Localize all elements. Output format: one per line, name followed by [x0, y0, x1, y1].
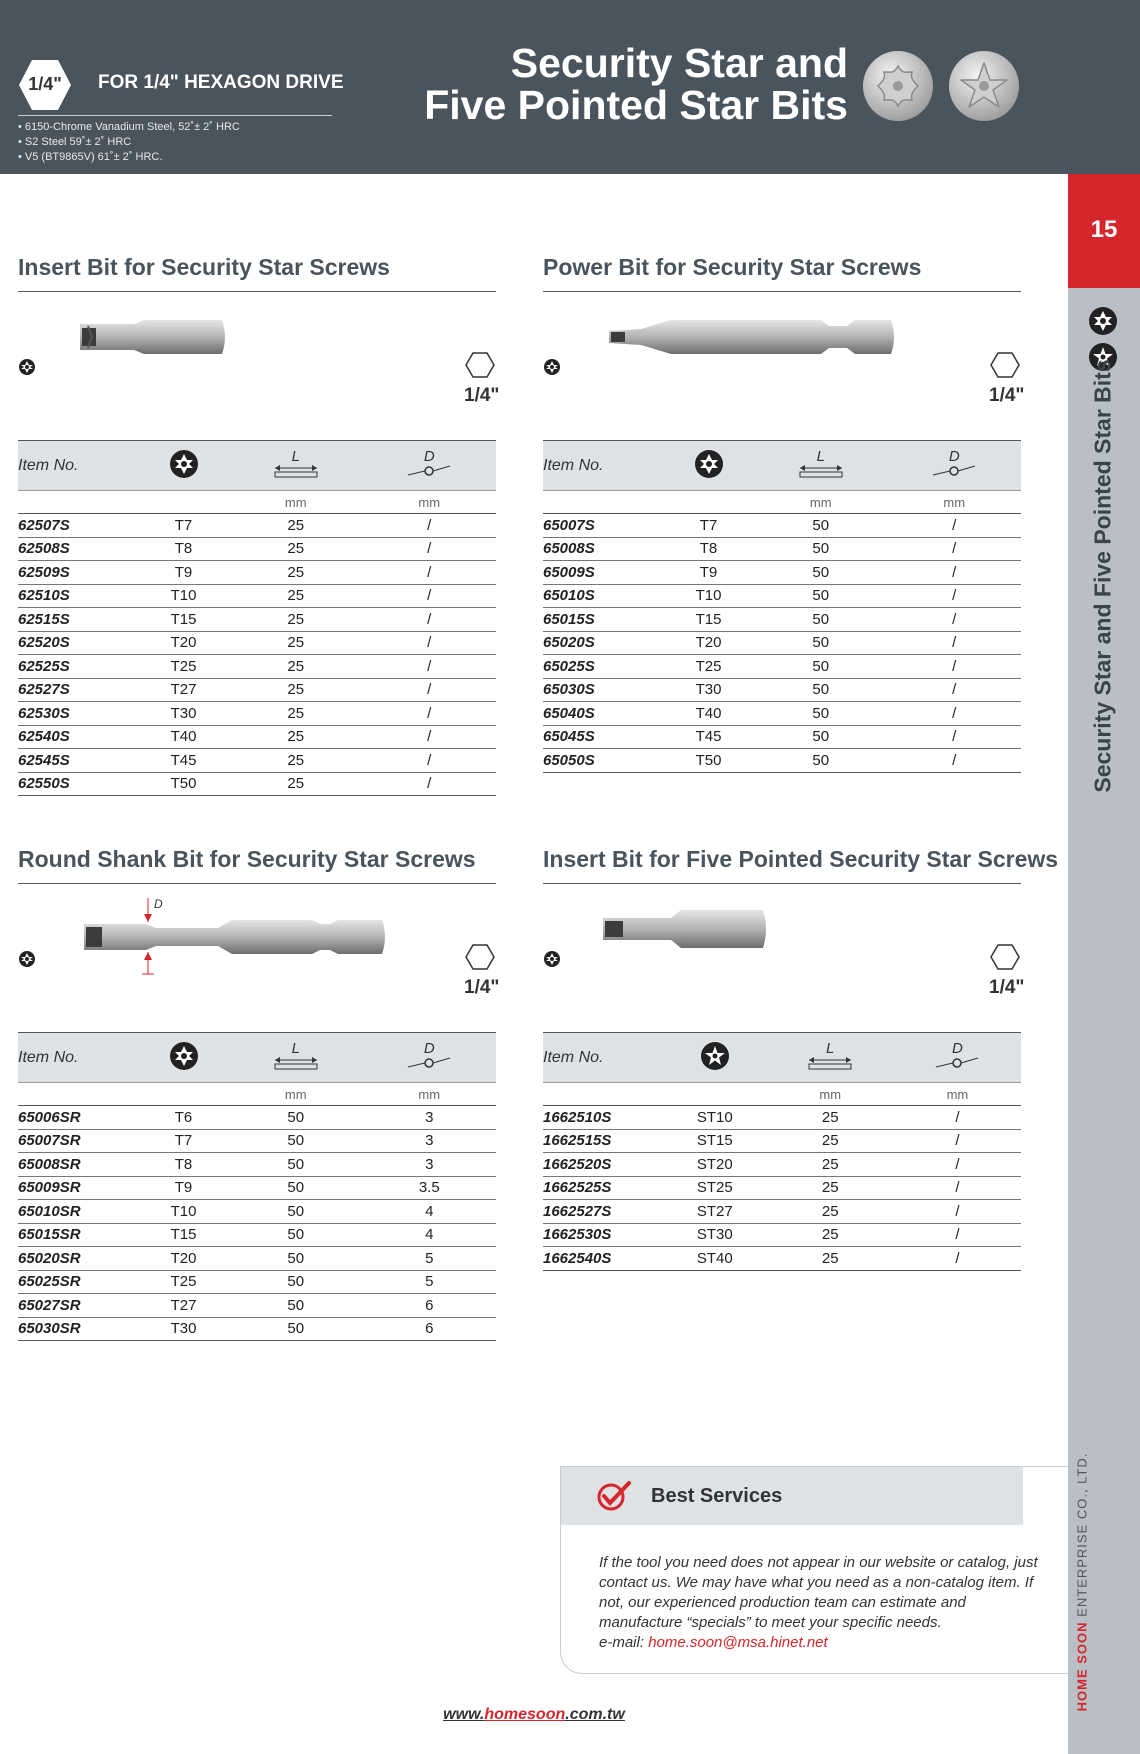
length-value: 50	[754, 702, 887, 726]
five-point-star-screw-icon	[948, 50, 1020, 122]
table-row	[18, 1106, 496, 1130]
length-value: 50	[754, 631, 887, 655]
unit-label: mm	[229, 491, 362, 514]
diameter-value: /	[888, 561, 1022, 585]
section-title: Round Shank Bit for Security Star Screws	[18, 846, 496, 884]
table-row	[543, 1247, 1021, 1271]
column-item-no: Item No.	[543, 456, 604, 474]
diameter-value: /	[363, 772, 497, 796]
item-number: 65007S	[543, 514, 663, 538]
diameter-value: /	[894, 1223, 1021, 1247]
security-star-screw-icon	[862, 50, 934, 122]
hex-size-indicator	[989, 352, 1025, 407]
item-number: 62540S	[18, 725, 138, 749]
table-row	[18, 1200, 496, 1224]
diameter-value: 5	[363, 1247, 497, 1271]
table-row	[543, 678, 1021, 702]
diameter-value: /	[363, 537, 497, 561]
tip-size: T30	[663, 678, 754, 702]
tip-size: T27	[138, 678, 229, 702]
column-item-no: Item No.	[18, 456, 79, 474]
tip-size: T7	[663, 514, 754, 538]
diameter-value: /	[363, 631, 497, 655]
table-row	[543, 1223, 1021, 1247]
section-insert-bit	[18, 254, 500, 796]
table-row	[543, 584, 1021, 608]
item-number: 62508S	[18, 537, 138, 561]
diameter-value: /	[363, 655, 497, 679]
diameter-value: 5	[363, 1270, 497, 1294]
tip-size: ST40	[663, 1247, 767, 1271]
diameter-dimension-icon	[407, 1056, 451, 1070]
unit-label: mm	[229, 1083, 362, 1106]
table-row	[18, 631, 496, 655]
item-number: 65008SR	[18, 1153, 138, 1177]
column-diameter: D	[363, 441, 497, 491]
table-row	[18, 772, 496, 796]
item-number: 1662525S	[543, 1176, 663, 1200]
diameter-value: /	[894, 1200, 1021, 1224]
tip-size: T25	[138, 655, 229, 679]
column-length: L	[754, 441, 887, 491]
item-number: 62509S	[18, 561, 138, 585]
table-row	[18, 1223, 496, 1247]
best-services-text: If the tool you need does not appear in our website or catalog, just contact us. We may have what you need as a non-catalog item. If not, our experienced production team can estimate and manufacture “specials” to meet your specific needs. e-mail: home.soon@msa.hinet.net	[599, 1554, 1038, 1651]
tip-size: T50	[138, 772, 229, 796]
item-number: 65040S	[543, 702, 663, 726]
tip-type-icon	[663, 1033, 767, 1083]
length-value: 25	[767, 1247, 894, 1271]
diameter-value: 6	[363, 1317, 497, 1341]
tip-size: T40	[138, 725, 229, 749]
length-value: 50	[229, 1247, 362, 1271]
item-number: 65009S	[543, 561, 663, 585]
length-value: 25	[229, 631, 362, 655]
item-number: 1662520S	[543, 1153, 663, 1177]
item-number: 65007SR	[18, 1129, 138, 1153]
item-number: 65030SR	[18, 1317, 138, 1341]
length-value: 25	[229, 584, 362, 608]
item-number: 65009SR	[18, 1176, 138, 1200]
table-row	[543, 1200, 1021, 1224]
material-spec-list	[18, 120, 240, 165]
length-dimension-icon	[274, 464, 318, 478]
diameter-value: /	[888, 584, 1022, 608]
item-number: 65020SR	[18, 1247, 138, 1271]
diameter-dimension-icon	[407, 464, 451, 478]
diameter-value: /	[888, 678, 1022, 702]
length-value: 50	[229, 1153, 362, 1177]
table-body	[18, 514, 496, 796]
drive-title: FOR 1/4" HEXAGON DRIVE	[98, 72, 344, 93]
table-row	[18, 655, 496, 679]
hexagon-outline-icon	[990, 352, 1020, 378]
length-value: 50	[229, 1129, 362, 1153]
item-number: 65020S	[543, 631, 663, 655]
product-illustration	[543, 884, 1025, 1032]
hex-size-label: 1/4"	[464, 977, 500, 998]
diameter-value: 3	[363, 1153, 497, 1177]
table-row	[543, 702, 1021, 726]
company-name: HOME SOON ENTERPRISE CO., LTD.	[1074, 1452, 1090, 1712]
power-bit-image	[607, 312, 897, 362]
table-row	[543, 514, 1021, 538]
table-row	[18, 1153, 496, 1177]
length-dimension-icon	[799, 464, 843, 478]
length-value: 50	[754, 514, 887, 538]
table-body	[543, 1106, 1021, 1271]
diameter-value: /	[363, 608, 497, 632]
tip-size: T25	[663, 655, 754, 679]
column-diameter: D	[363, 1033, 497, 1083]
tip-size: T45	[138, 749, 229, 773]
tip-size: T8	[138, 537, 229, 561]
length-value: 25	[767, 1153, 894, 1177]
best-services-box	[560, 1466, 1068, 1674]
diameter-value: /	[363, 702, 497, 726]
length-value: 25	[229, 608, 362, 632]
five-point-insert-bit-image	[601, 904, 771, 954]
table-row	[18, 1176, 496, 1200]
diameter-value: 6	[363, 1294, 497, 1318]
tip-size: T8	[663, 537, 754, 561]
side-title: Security Star and Five Pointed Star Bits	[1089, 359, 1116, 793]
spec-table	[543, 440, 1021, 773]
table-row	[18, 1294, 496, 1318]
item-number: 65025SR	[18, 1270, 138, 1294]
item-number: 62545S	[18, 749, 138, 773]
spec-table	[18, 440, 496, 796]
hex-size-label: 1/4"	[989, 977, 1025, 998]
table-row	[543, 537, 1021, 561]
product-illustration	[543, 292, 1025, 440]
table-row	[543, 1176, 1021, 1200]
product-illustration	[18, 292, 500, 440]
length-value: 25	[767, 1106, 894, 1130]
diameter-value: /	[888, 749, 1022, 773]
item-number: 62530S	[18, 702, 138, 726]
tip-type-icon	[138, 441, 229, 491]
tip-size: T15	[138, 1223, 229, 1247]
spec-item: • S2 Steel 59˚± 2˚ HRC	[18, 136, 132, 148]
length-value: 25	[229, 561, 362, 585]
section-title: Power Bit for Security Star Screws	[543, 254, 1021, 292]
length-value: 25	[767, 1176, 894, 1200]
tip-size: ST25	[663, 1176, 767, 1200]
column-diameter: D	[894, 1033, 1021, 1083]
column-item-no: Item No.	[543, 1048, 604, 1066]
hex-drive-badge	[18, 58, 72, 112]
tip-size: T8	[138, 1153, 229, 1177]
length-value: 50	[754, 584, 887, 608]
unit-label: mm	[754, 491, 887, 514]
tip-size: ST27	[663, 1200, 767, 1224]
diameter-value: 3	[363, 1106, 497, 1130]
tip-size: T45	[663, 725, 754, 749]
security-star-small-icon	[18, 358, 36, 376]
tip-size: T6	[138, 1106, 229, 1130]
diameter-value: /	[894, 1153, 1021, 1177]
diameter-value: /	[363, 514, 497, 538]
tip-size: T20	[138, 631, 229, 655]
table-row	[18, 1247, 496, 1271]
length-value: 25	[767, 1223, 894, 1247]
length-dimension-icon	[274, 1056, 318, 1070]
diameter-value: /	[888, 514, 1022, 538]
length-value: 50	[229, 1176, 362, 1200]
tip-size: T9	[138, 561, 229, 585]
length-value: 25	[229, 678, 362, 702]
table-row	[543, 1106, 1021, 1130]
table-body	[543, 514, 1021, 773]
item-number: 65025S	[543, 655, 663, 679]
tip-size: T7	[138, 1129, 229, 1153]
table-row	[18, 561, 496, 585]
hexagon-outline-icon	[990, 944, 1020, 970]
column-diameter: D	[888, 441, 1022, 491]
tip-size: T30	[138, 1317, 229, 1341]
diameter-value: 3	[363, 1129, 497, 1153]
length-value: 50	[754, 678, 887, 702]
item-number: 1662540S	[543, 1247, 663, 1271]
item-number: 65015SR	[18, 1223, 138, 1247]
item-number: 65006SR	[18, 1106, 138, 1130]
hexagon-outline-icon	[465, 352, 495, 378]
diameter-value: /	[888, 655, 1022, 679]
spec-item: • 6150-Chrome Vanadium Steel, 52˚± 2˚ HRC	[18, 121, 240, 133]
item-number: 65027SR	[18, 1294, 138, 1318]
table-row	[18, 537, 496, 561]
tip-size: T25	[138, 1270, 229, 1294]
item-number: 1662527S	[543, 1200, 663, 1224]
item-number: 62520S	[18, 631, 138, 655]
table-row	[543, 631, 1021, 655]
length-value: 50	[229, 1294, 362, 1318]
diameter-value: 4	[363, 1223, 497, 1247]
hex-size-label: 1/4"	[464, 385, 500, 406]
spec-table	[543, 1032, 1021, 1271]
diameter-value: /	[894, 1176, 1021, 1200]
table-row	[18, 584, 496, 608]
tip-size: T15	[138, 608, 229, 632]
column-length: L	[229, 441, 362, 491]
diameter-value: 4	[363, 1200, 497, 1224]
table-row	[543, 608, 1021, 632]
length-value: 25	[229, 749, 362, 773]
header-divider	[18, 115, 332, 116]
length-value: 25	[229, 702, 362, 726]
column-length: L	[767, 1033, 894, 1083]
page-header	[0, 0, 1140, 174]
diameter-value: /	[888, 631, 1022, 655]
item-number: 65010S	[543, 584, 663, 608]
tip-size: T20	[138, 1247, 229, 1271]
length-value: 50	[754, 725, 887, 749]
checkmark-icon	[597, 1481, 631, 1511]
length-value: 50	[754, 561, 887, 585]
table-row	[18, 608, 496, 632]
tip-size: T10	[138, 584, 229, 608]
table-body	[18, 1106, 496, 1341]
item-number: 62510S	[18, 584, 138, 608]
length-value: 25	[229, 772, 362, 796]
hex-size-indicator	[989, 944, 1025, 999]
table-row	[543, 561, 1021, 585]
item-number: 65008S	[543, 537, 663, 561]
item-number: 65045S	[543, 725, 663, 749]
hex-size-indicator	[464, 944, 500, 999]
length-value: 25	[229, 537, 362, 561]
length-value: 50	[229, 1270, 362, 1294]
length-dimension-icon	[808, 1056, 852, 1070]
item-number: 65010SR	[18, 1200, 138, 1224]
unit-label: mm	[767, 1083, 894, 1106]
diameter-value: /	[363, 561, 497, 585]
column-length: L	[229, 1033, 362, 1083]
item-number: 65015S	[543, 608, 663, 632]
length-value: 25	[229, 655, 362, 679]
security-star-small-icon	[543, 950, 561, 968]
table-row	[18, 702, 496, 726]
website-link[interactable]: www.homesoon.com.tw	[443, 1706, 625, 1723]
diameter-value: /	[363, 725, 497, 749]
tip-size: T20	[663, 631, 754, 655]
table-row	[18, 1270, 496, 1294]
diameter-value: /	[894, 1247, 1021, 1271]
tip-size: ST30	[663, 1223, 767, 1247]
length-value: 25	[229, 514, 362, 538]
length-value: 50	[754, 537, 887, 561]
item-number: 1662515S	[543, 1129, 663, 1153]
item-number: 65050S	[543, 749, 663, 773]
diameter-dimension-icon	[932, 464, 976, 478]
table-row	[18, 1129, 496, 1153]
hex-size-label: 1/4"	[28, 74, 62, 94]
email-link[interactable]: home.soon@msa.hinet.net	[648, 1634, 828, 1651]
page-title: Security Star and Five Pointed Star Bits	[424, 40, 848, 128]
length-value: 25	[229, 725, 362, 749]
diameter-value: /	[363, 749, 497, 773]
unit-label: mm	[363, 1083, 497, 1106]
tip-size: T10	[663, 584, 754, 608]
item-number: 62507S	[18, 514, 138, 538]
item-number: 1662530S	[543, 1223, 663, 1247]
security-star-small-icon	[543, 358, 561, 376]
unit-label: mm	[888, 491, 1022, 514]
length-value: 50	[229, 1200, 362, 1224]
hex-size-label: 1/4"	[989, 385, 1025, 406]
tip-size: T10	[138, 1200, 229, 1224]
tip-size: ST15	[663, 1129, 767, 1153]
item-number: 62525S	[18, 655, 138, 679]
section-title: Insert Bit for Five Pointed Security Star Screws	[543, 846, 1021, 884]
table-row	[543, 749, 1021, 773]
item-number: 62515S	[18, 608, 138, 632]
unit-label: mm	[363, 491, 497, 514]
item-number: 62550S	[18, 772, 138, 796]
table-row	[543, 1153, 1021, 1177]
section-five-pointed-insert-bit	[543, 846, 1059, 1271]
diameter-value: /	[888, 608, 1022, 632]
diameter-value: 3.5	[363, 1176, 497, 1200]
section-round-shank-bit	[18, 846, 500, 1341]
length-value: 25	[767, 1129, 894, 1153]
diameter-dimension-icon	[935, 1056, 979, 1070]
round-shank-bit-image	[82, 894, 392, 976]
diameter-value: /	[888, 725, 1022, 749]
section-power-bit	[543, 254, 1025, 773]
length-value: 50	[754, 608, 887, 632]
security-star-icon	[1089, 307, 1117, 335]
unit-label: mm	[894, 1083, 1021, 1106]
diameter-value: /	[894, 1106, 1021, 1130]
table-row	[18, 1317, 496, 1341]
diameter-value: /	[894, 1129, 1021, 1153]
tip-size: T15	[663, 608, 754, 632]
spec-table	[18, 1032, 496, 1341]
hexagon-outline-icon	[465, 944, 495, 970]
tip-size: T27	[138, 1294, 229, 1318]
dimension-label: D	[154, 897, 163, 911]
insert-bit-image	[78, 312, 228, 362]
table-row	[543, 1129, 1021, 1153]
length-value: 50	[754, 655, 887, 679]
product-illustration	[18, 884, 500, 1032]
table-row	[18, 725, 496, 749]
table-row	[18, 514, 496, 538]
item-number: 65030S	[543, 678, 663, 702]
length-value: 50	[229, 1223, 362, 1247]
diameter-value: /	[888, 702, 1022, 726]
length-value: 50	[754, 749, 887, 773]
tip-size: T9	[663, 561, 754, 585]
section-title: Insert Bit for Security Star Screws	[18, 254, 496, 292]
table-row	[18, 678, 496, 702]
length-value: 25	[767, 1200, 894, 1224]
item-number: 1662510S	[543, 1106, 663, 1130]
column-item-no: Item No.	[18, 1048, 79, 1066]
table-row	[543, 725, 1021, 749]
best-services-header	[561, 1467, 1023, 1525]
tip-type-icon	[663, 441, 754, 491]
length-value: 50	[229, 1106, 362, 1130]
security-star-small-icon	[18, 950, 36, 968]
spec-item: • V5 (BT9865V) 61˚± 2˚ HRC.	[18, 151, 163, 163]
tip-size: ST20	[663, 1153, 767, 1177]
table-row	[18, 749, 496, 773]
table-row	[543, 655, 1021, 679]
diameter-value: /	[363, 584, 497, 608]
best-services-title: Best Services	[651, 1485, 783, 1507]
item-number: 62527S	[18, 678, 138, 702]
length-value: 50	[229, 1317, 362, 1341]
tip-type-icon	[138, 1033, 229, 1083]
diameter-value: /	[363, 678, 497, 702]
tip-size: T9	[138, 1176, 229, 1200]
tip-size: T30	[138, 702, 229, 726]
page-number: 15	[1068, 174, 1140, 288]
tip-size: T40	[663, 702, 754, 726]
tip-size: T7	[138, 514, 229, 538]
diameter-value: /	[888, 537, 1022, 561]
hex-size-indicator	[464, 352, 500, 407]
tip-size: ST10	[663, 1106, 767, 1130]
tip-size: T50	[663, 749, 754, 773]
